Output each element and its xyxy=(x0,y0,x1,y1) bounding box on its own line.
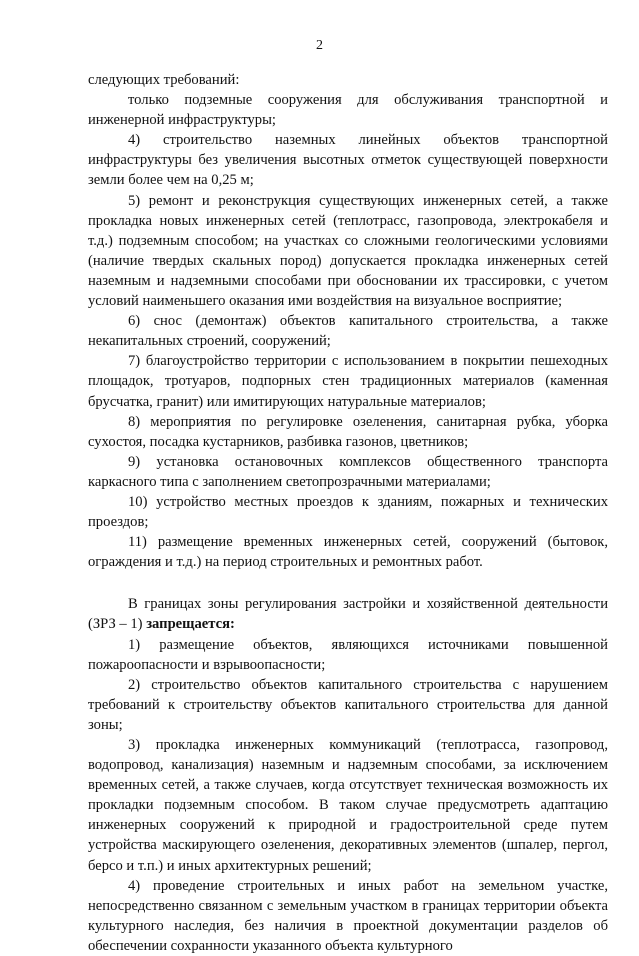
zone-intro-text: В границах зоны регулирования застройки и хозяйственной деятельности (ЗРЗ – 1) xyxy=(88,596,608,633)
list-item: 6) снос (демонтаж) объектов капитального строительства, а также некапитальных строений, сооружений; xyxy=(88,313,608,350)
list-item: 3) прокладка инженерных коммуникаций (теплотрасса, газопровод, водопровод, канализация) наземным и надземным способами, за исключением временных сетей, а также случаев, когда отсутствует техническая возможность их прокладки подземным способом. В таком случае предусмотреть адаптацию инженерных сооружений к природной и градостроительной среде путем устройства маскирующего озеленения, декоративных элементов (шпалер, пергол, берсо и т.п.) и иных архитектурных решений; xyxy=(88,737,608,874)
list-item: 1) размещение объектов, являющихся источниками повышенной пожароопасности и взрывоопасности; xyxy=(88,636,608,673)
list-item: 9) установка остановочных комплексов общественного транспорта каркасного типа с заполнением светопрозрачными материалами; xyxy=(88,453,608,490)
paragraph: только подземные сооружения для обслуживания транспортной и инженерной инфраструктуры; xyxy=(88,92,608,129)
list-item: 4) проведение строительных и иных работ на земельном участке, непосредственно связанном с земельным участком в границах территории объекта культурного наследия, без наличия в проектной документации разделов об обеспечении сохранности указанного объекта культурного xyxy=(88,877,608,954)
paragraph-spacer xyxy=(88,572,608,594)
list-item: 2) строительство объектов капитального строительства с нарушением требований к строительству объектов капитального строительства для данной зоны; xyxy=(88,676,608,733)
zone-intro-bold: запрещается: xyxy=(146,616,235,633)
document-body xyxy=(88,70,608,956)
list-item: 7) благоустройство территории с использованием в покрытии пешеходных площадок, тротуаров, подпорных стен традиционных материалов (каменная брусчатка, гранит) или имитирующих натуральные материалов; xyxy=(88,353,608,410)
list-item: 11) размещение временных инженерных сетей, сооружений (бытовок, ограждения и т.д.) на период строительных и ремонтных работ. xyxy=(88,534,608,571)
page-number: 2 xyxy=(316,38,323,53)
list-item: 8) мероприятия по регулировке озеленения, санитарная рубка, уборка сухостоя, посадка кустарников, разбивка газонов, цветников; xyxy=(88,413,608,450)
zone-intro-paragraph xyxy=(88,594,608,634)
list-item: 10) устройство местных проездов к зданиям, пожарных и технических проездов; xyxy=(88,493,608,531)
paragraph: следующих требований: xyxy=(88,72,240,88)
list-item: 5) ремонт и реконструкция существующих инженерных сетей, а также прокладка новых инженерных сетей (теплотрасс, газопровода, электрокабеля и т.д.) подземным способом; на участках со сложными геологическими условиями (наличие твердых скальных пород) допускается прокладка инженерных сетей наземным и надземными способами при обосновании их трассировки, с учетом условий наименьшего оказания ими воздействия на визуальное восприятие; xyxy=(88,192,608,310)
list-item: 4) строительство наземных линейных объектов транспортной инфраструктуры без увеличения высотных отметок существующей поверхности земли более чем на 0,25 м; xyxy=(88,132,608,189)
